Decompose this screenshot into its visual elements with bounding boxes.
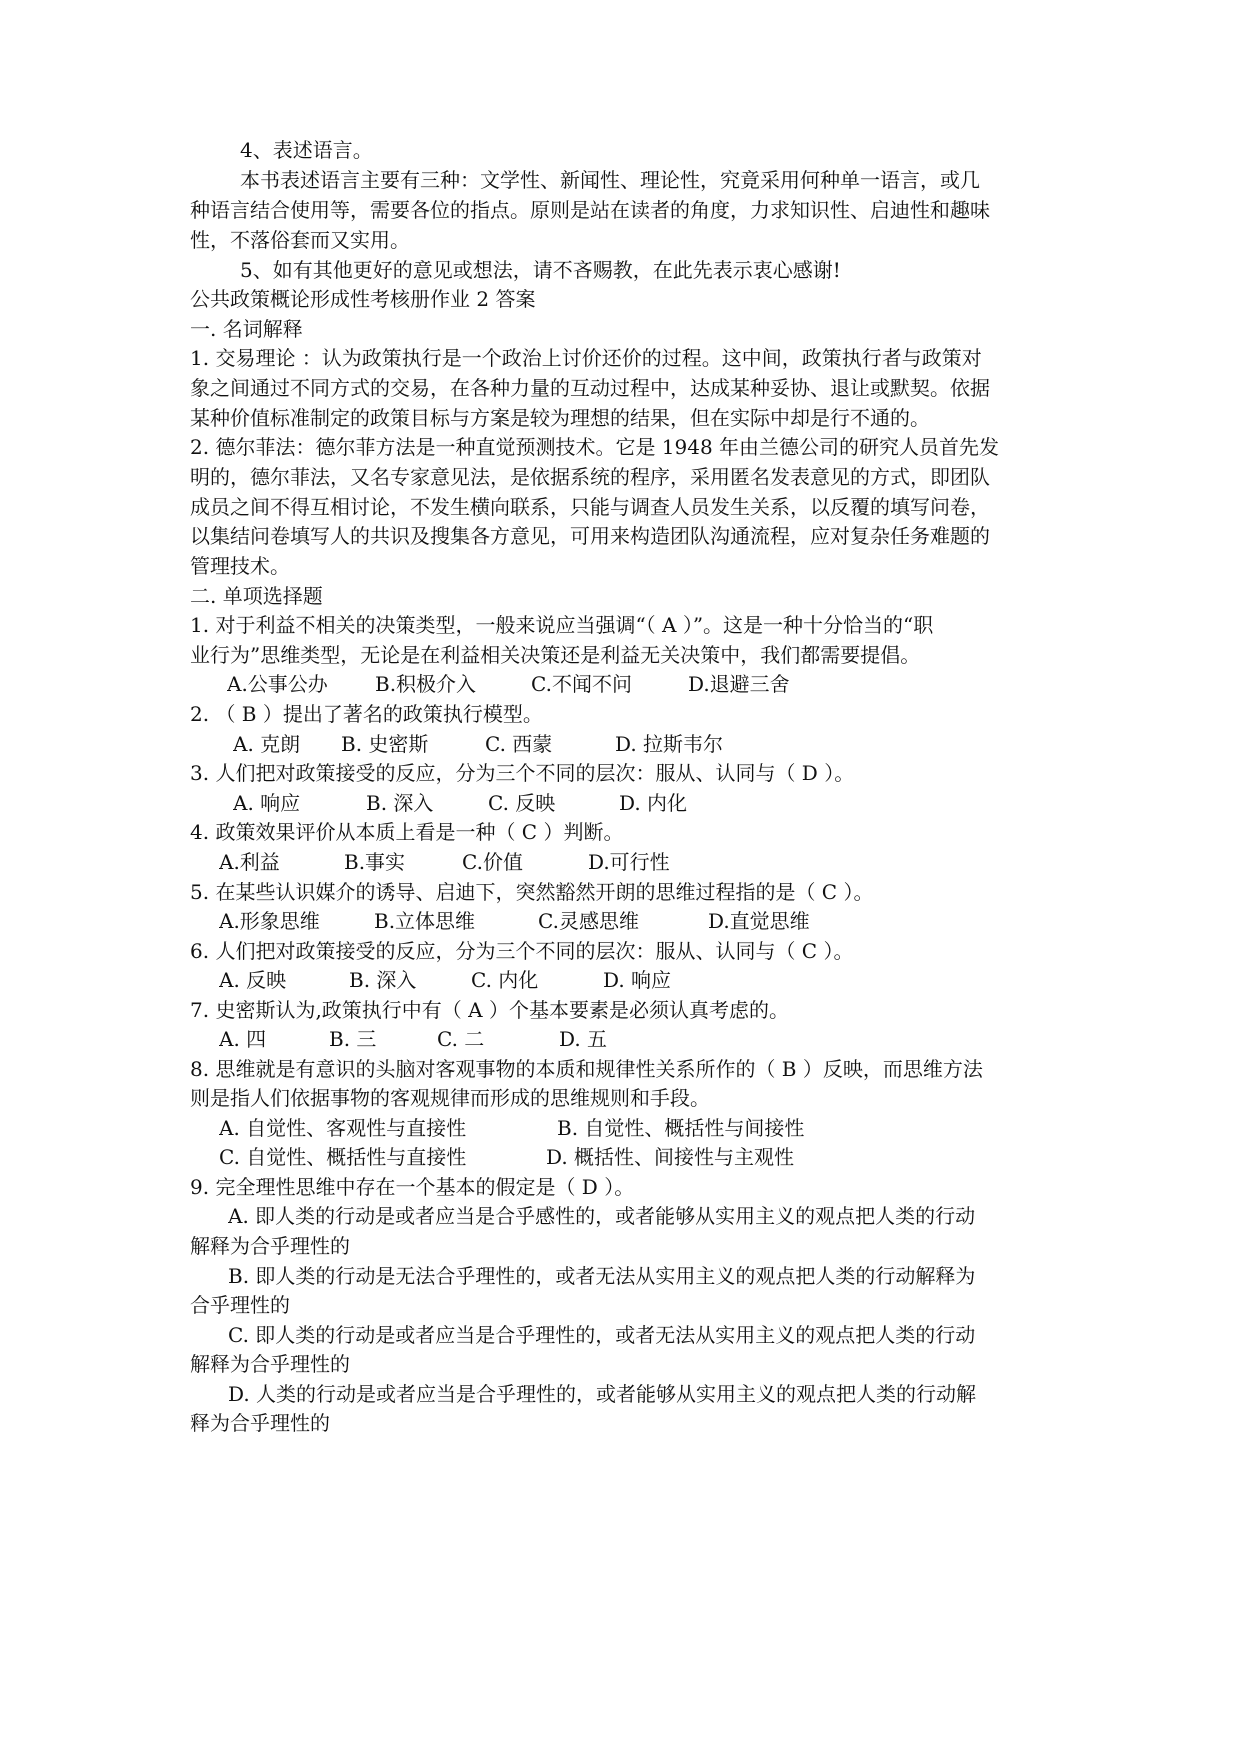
option-c: C. 内化 bbox=[471, 968, 539, 992]
option-d: D. 五 bbox=[559, 1027, 608, 1051]
option-a: A. 反映 bbox=[219, 968, 287, 992]
intro-body-line: 性，不落俗套而又实用。 bbox=[190, 228, 410, 252]
option-a: A. 自觉性、客观性与直接性 bbox=[219, 1116, 467, 1140]
option-b: B.积极介入 bbox=[375, 672, 477, 696]
question-4-options bbox=[219, 846, 1070, 878]
option-c: C. 反映 bbox=[488, 791, 556, 815]
option-a: A. 克朗 bbox=[233, 732, 301, 756]
question-2-line: 2. （ B ）提出了著名的政策执行模型。 bbox=[190, 702, 543, 726]
question-7-line: 7. 史密斯认为,政策执行中有（ A ）个基本要素是必须认真考虑的。 bbox=[190, 998, 789, 1022]
option-a: A. 即人类的行动是或者应当是合乎感性的，或者能够从实用主义的观点把人类的行动 bbox=[228, 1204, 976, 1228]
option-b: B.立体思维 bbox=[374, 909, 476, 933]
option-b: B. 史密斯 bbox=[341, 732, 429, 756]
term-2-line: 成员之间不得互相讨论，不发生横向联系，只能与调查人员发生关系，以反覆的填写问卷， bbox=[190, 495, 990, 519]
option-d: D. 内化 bbox=[619, 791, 688, 815]
option-b: B. 深入 bbox=[349, 968, 417, 992]
option-b: B. 深入 bbox=[366, 791, 434, 815]
question-6-line: 6. 人们把对政策接受的反应，分为三个不同的层次：服从、认同与（ C ）。 bbox=[190, 939, 854, 963]
option-c: C. 西蒙 bbox=[485, 732, 553, 756]
option-c: C.价值 bbox=[462, 850, 523, 874]
intro-item-5: 5、如有其他更好的意见或想法，请不吝赐教，在此先表示衷心感谢! bbox=[240, 258, 841, 282]
term-1-line: 1. 交易理论 ：认为政策执行是一个政治上讨价还价的过程。这中间，政策执行者与政策对 bbox=[190, 346, 982, 370]
option-c: C. 即人类的行动是或者应当是合乎理性的，或者无法从实用主义的观点把人类的行动 bbox=[228, 1323, 976, 1347]
option-d: D.可行性 bbox=[588, 850, 670, 874]
option-d: D. 拉斯韦尔 bbox=[615, 732, 724, 756]
document-title: 公共政策概论形成性考核册作业 2 答案 bbox=[190, 287, 536, 311]
section-heading: 一. 名词解释 bbox=[190, 317, 303, 341]
term-2-line: 管理技术。 bbox=[190, 554, 290, 578]
option-d: D.退避三舍 bbox=[688, 672, 790, 696]
option-a: A. 响应 bbox=[233, 791, 301, 815]
term-2-line: 2. 德尔菲法：德尔菲方法是一种直觉预测技术。它是 1948 年由兰德公司的研究人员首先发 bbox=[190, 435, 1000, 459]
option-d: D. 人类的行动是或者应当是合乎理性的，或者能够从实用主义的观点把人类的行动解 bbox=[228, 1382, 977, 1406]
question-9-line: 9. 完全理性思维中存在一个基本的假定是（ D ）。 bbox=[190, 1175, 635, 1199]
term-2-line: 以集结问卷填写人的共识及搜集各方意见，可用来构造团队沟通流程，应对复杂任务难题的 bbox=[190, 524, 990, 548]
question-5-line: 5. 在某些认识媒介的诱导、启迪下，突然豁然开朗的思维过程指的是（ C ）。 bbox=[190, 880, 874, 904]
option-b: B. 自觉性、概括性与间接性 bbox=[557, 1116, 805, 1140]
question-1-options bbox=[227, 668, 1070, 700]
question-6-options bbox=[219, 964, 1070, 996]
option-a: A.利益 bbox=[219, 850, 280, 874]
option-d-cont: 释为合乎理性的 bbox=[190, 1411, 330, 1435]
term-2-line: 明的，德尔菲法，又名专家意见法，是依据系统的程序，采用匿名发表意见的方式，即团队 bbox=[190, 465, 990, 489]
intro-body-line: 种语言结合使用等，需要各位的指点。原则是站在读者的角度，力求知识性、启迪性和趣味 bbox=[190, 198, 990, 222]
intro-item-4: 4、表述语言。 bbox=[240, 138, 373, 162]
question-4-line: 4. 政策效果评价从本质上看是一种（ C ）判断。 bbox=[190, 820, 624, 844]
option-c: C.灵感思维 bbox=[538, 909, 639, 933]
option-b: B. 三 bbox=[329, 1027, 377, 1051]
term-1-line: 象之间通过不同方式的交易，在各种力量的互动过程中，达成某种妥协、退让或默契。依据 bbox=[190, 376, 990, 400]
question-1-line: 1. 对于利益不相关的决策类型，一般来说应当强调“（ A ）”。这是一种十分恰当的“职 bbox=[190, 613, 934, 637]
question-8-line: 则是指人们依据事物的客观规律而形成的思维规则和手段。 bbox=[190, 1086, 710, 1110]
intro-body-line: 本书表述语言主要有三种：文学性、新闻性、理论性，究竟采用何种单一语言，或几 bbox=[240, 168, 980, 192]
question-2-options bbox=[233, 728, 1070, 760]
option-c: C. 自觉性、概括性与直接性 bbox=[219, 1145, 467, 1169]
question-1-line: 业行为”思维类型，无论是在利益相关决策还是利益无关决策中，我们都需要提倡。 bbox=[190, 643, 921, 667]
term-1-line: 某种价值标准制定的政策目标与方案是较为理想的结果，但在实际中却是行不通的。 bbox=[190, 406, 930, 430]
option-c-cont: 解释为合乎理性的 bbox=[190, 1352, 350, 1376]
question-8-line: 8. 思维就是有意识的头脑对客观事物的本质和规律性关系所作的（ B ）反映，而思维方法 bbox=[190, 1057, 983, 1081]
option-d: D. 概括性、间接性与主观性 bbox=[546, 1145, 795, 1169]
section-heading: 二. 单项选择题 bbox=[190, 584, 323, 608]
question-5-options bbox=[219, 905, 1070, 937]
option-a: A.公事公办 bbox=[227, 672, 328, 696]
question-8-options bbox=[219, 1141, 1070, 1173]
option-a: A.形象思维 bbox=[219, 909, 320, 933]
option-b: B.事实 bbox=[344, 850, 406, 874]
option-d: D. 响应 bbox=[603, 968, 672, 992]
question-3-options bbox=[233, 787, 1070, 819]
option-c: C. 二 bbox=[437, 1027, 485, 1051]
option-a: A. 四 bbox=[219, 1027, 267, 1051]
question-3-line: 3. 人们把对政策接受的反应，分为三个不同的层次：服从、认同与（ D ）。 bbox=[190, 761, 855, 785]
option-c: C.不闻不问 bbox=[531, 672, 632, 696]
option-b: B. 即人类的行动是无法合乎理性的，或者无法从实用主义的观点把人类的行动解释为 bbox=[228, 1264, 976, 1288]
question-7-options bbox=[219, 1023, 1070, 1055]
option-b-cont: 合乎理性的 bbox=[190, 1293, 290, 1317]
question-8-options bbox=[219, 1112, 1070, 1144]
option-d: D.直觉思维 bbox=[708, 909, 810, 933]
option-a-cont: 解释为合乎理性的 bbox=[190, 1234, 350, 1258]
